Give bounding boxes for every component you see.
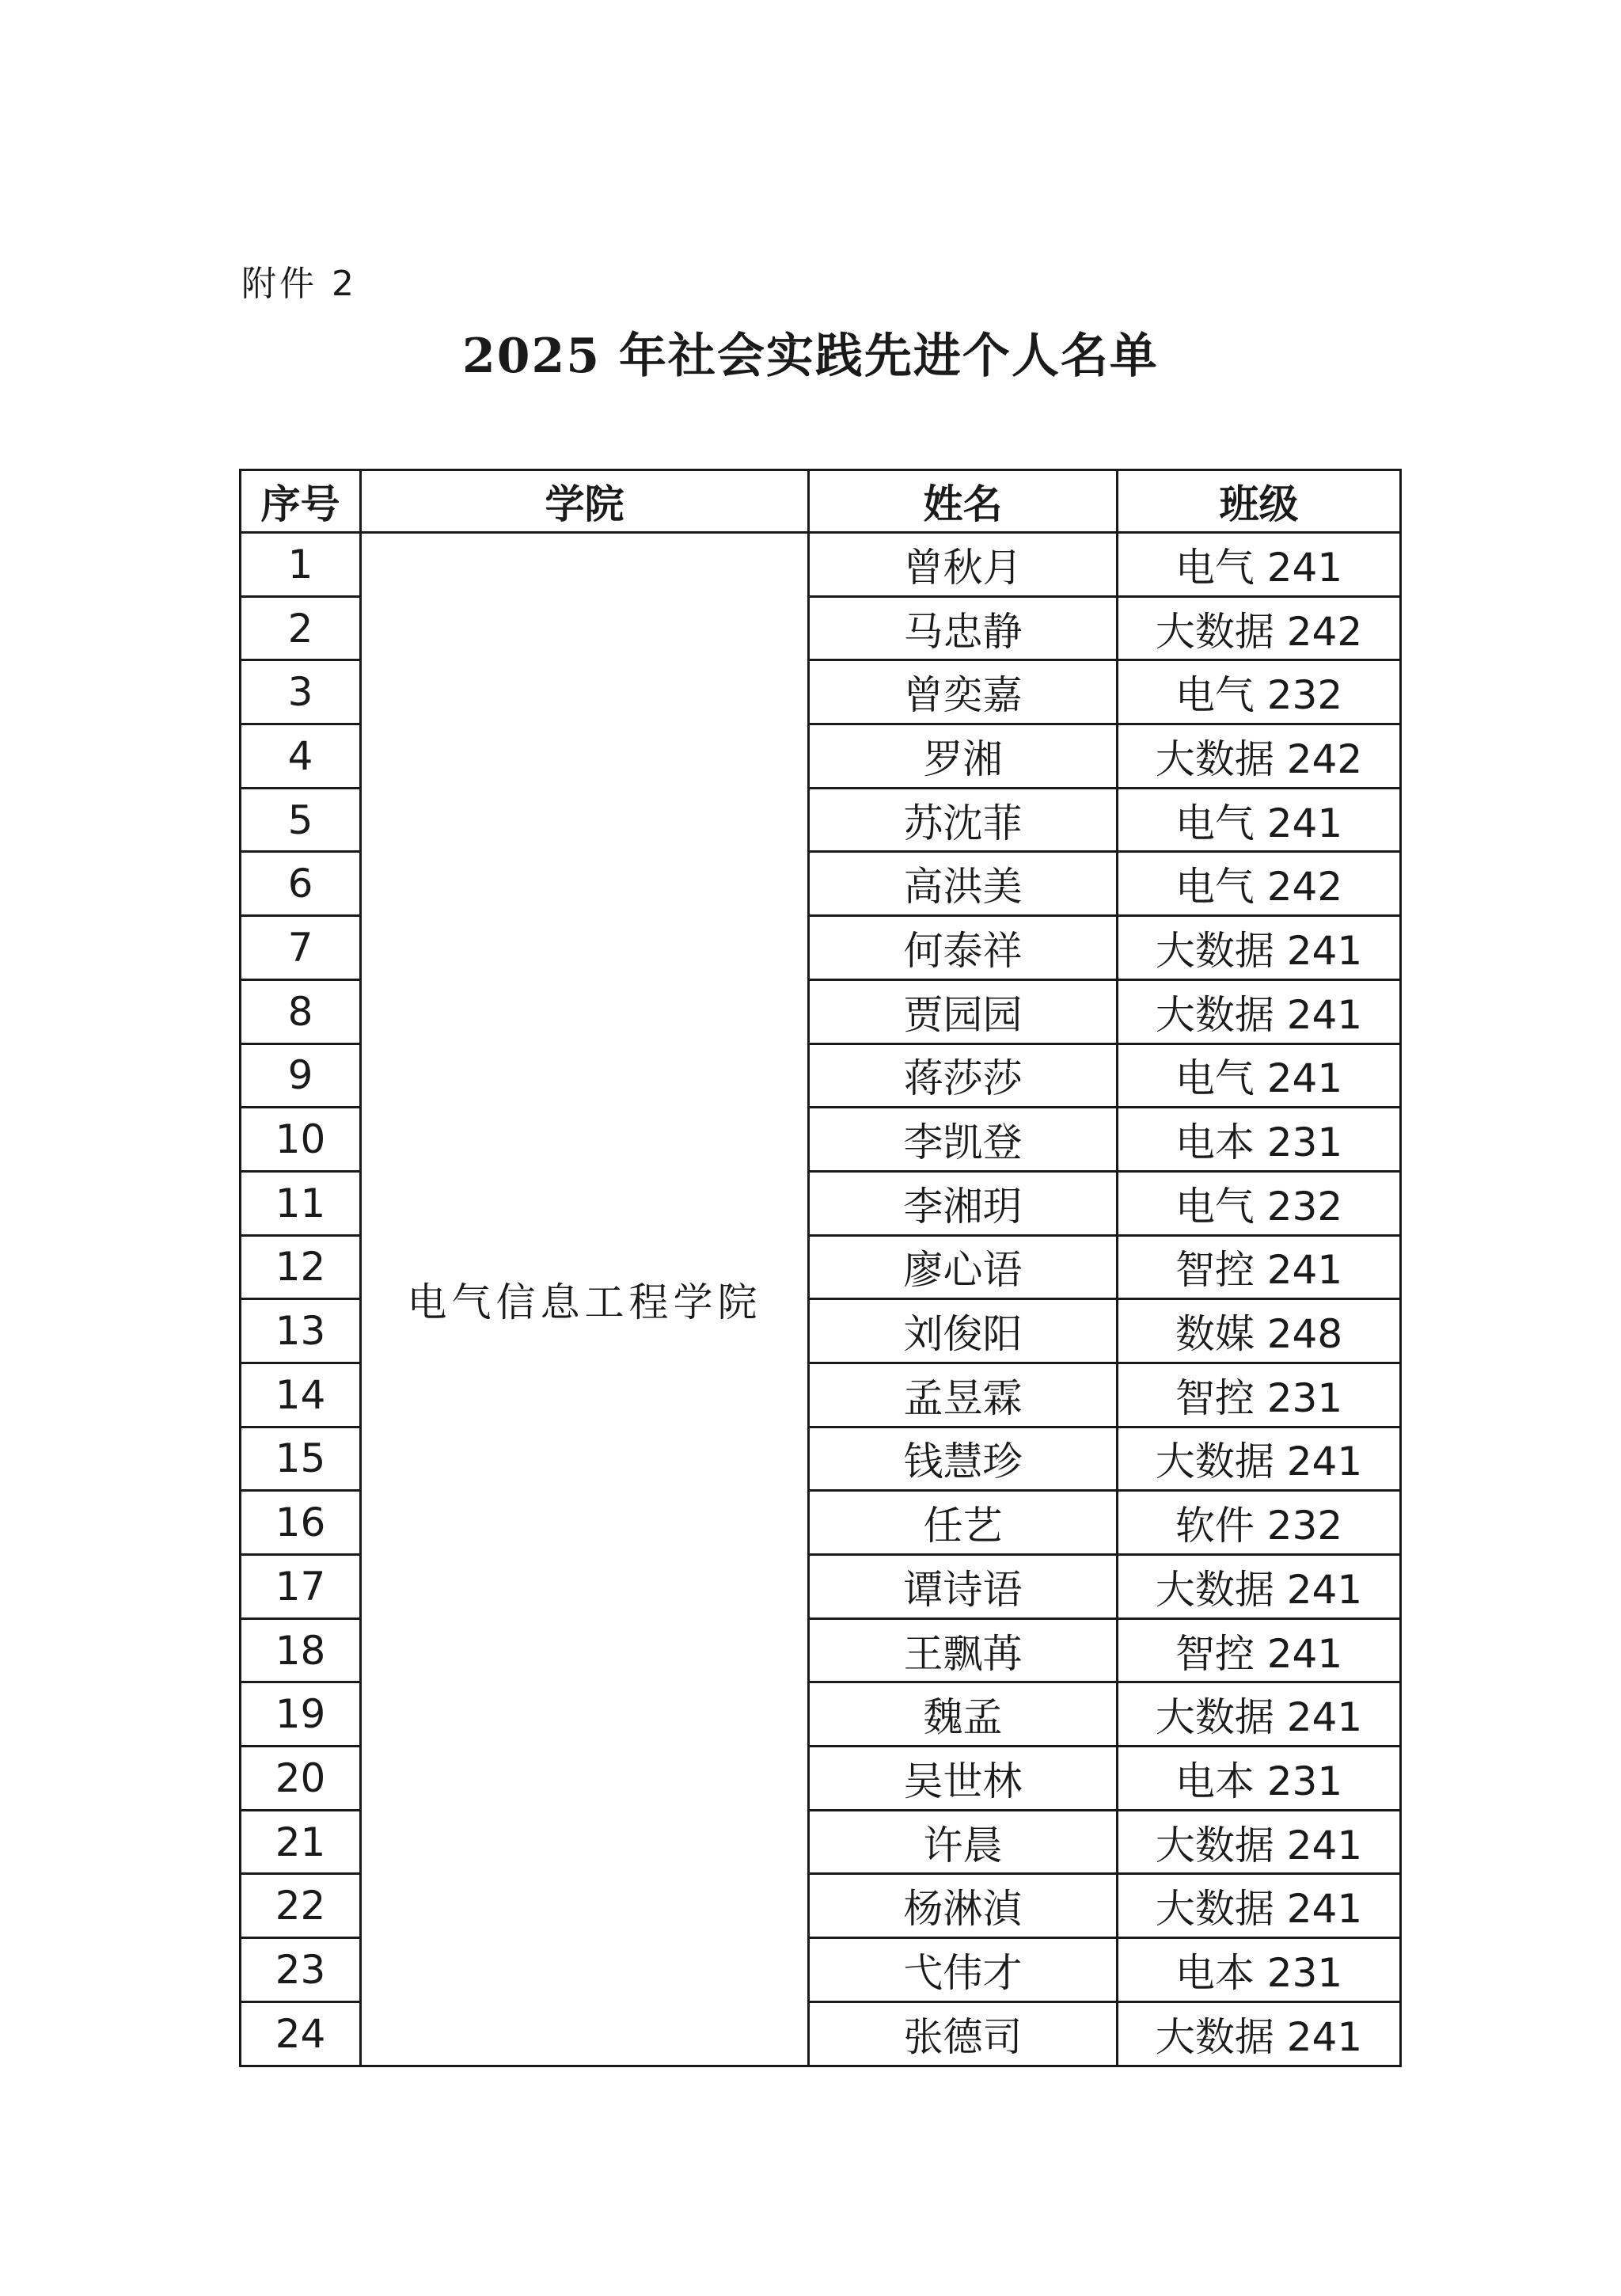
awardee-table [239,469,1402,2067]
row-name: 蒋莎莎 [809,1043,1118,1108]
row-index: 10 [241,1108,361,1172]
row-name: 孟昱霖 [809,1363,1118,1427]
row-class: 大数据 241 [1118,916,1401,980]
row-name: 高洪美 [809,852,1118,916]
row-class: 大数据 241 [1118,1427,1401,1491]
table-body [241,533,1401,2066]
row-name: 刘俊阳 [809,1299,1118,1363]
row-index: 4 [241,724,361,789]
row-index: 6 [241,852,361,916]
row-class: 智控 231 [1118,1363,1401,1427]
row-index: 7 [241,916,361,980]
header-name: 姓名 [809,470,1118,533]
row-name: 吴世林 [809,1747,1118,1811]
row-class: 电本 231 [1118,1938,1401,2002]
row-name: 曾奕嘉 [809,660,1118,724]
row-index: 5 [241,788,361,852]
row-name: 贾园园 [809,979,1118,1043]
row-class: 电气 232 [1118,1171,1401,1235]
row-index: 22 [241,1874,361,1938]
row-name: 任艺 [809,1491,1118,1555]
row-class: 数媒 248 [1118,1299,1401,1363]
row-class: 电气 242 [1118,852,1401,916]
row-class: 大数据 241 [1118,1874,1401,1938]
row-class: 电气 241 [1118,533,1401,597]
row-name: 曾秋月 [809,533,1118,597]
page-title: 2025 年社会实践先进个人名单 [462,329,1159,384]
row-class: 智控 241 [1118,1235,1401,1299]
college-cell: 电气信息工程学院 [361,533,809,2066]
row-name: 罗湘 [809,724,1118,789]
row-name: 王飘苒 [809,1618,1118,1682]
row-index: 11 [241,1171,361,1235]
row-index: 12 [241,1235,361,1299]
row-index: 21 [241,1810,361,1874]
row-class: 电气 241 [1118,1043,1401,1108]
row-index: 9 [241,1043,361,1108]
row-index: 2 [241,596,361,660]
row-name: 苏沈菲 [809,788,1118,852]
row-name: 李凯登 [809,1108,1118,1172]
row-class: 大数据 241 [1118,1810,1401,1874]
row-name: 廖心语 [809,1235,1118,1299]
row-name: 杨淋湞 [809,1874,1118,1938]
row-class: 电本 231 [1118,1747,1401,1811]
row-index: 15 [241,1427,361,1491]
row-index: 17 [241,1555,361,1619]
row-class: 电气 232 [1118,660,1401,724]
row-name: 魏孟 [809,1682,1118,1747]
row-index: 3 [241,660,361,724]
row-index: 24 [241,2001,361,2066]
row-index: 14 [241,1363,361,1427]
row-name: 张德司 [809,2001,1118,2066]
header-index: 序号 [241,470,361,533]
row-class: 大数据 242 [1118,724,1401,789]
row-index: 23 [241,1938,361,2002]
row-name: 弋伟才 [809,1938,1118,2002]
table-row [241,533,1401,597]
row-index: 13 [241,1299,361,1363]
row-index: 8 [241,979,361,1043]
row-class: 大数据 241 [1118,1555,1401,1619]
row-class: 大数据 241 [1118,979,1401,1043]
row-class: 大数据 242 [1118,596,1401,660]
header-class: 班级 [1118,470,1401,533]
row-index: 16 [241,1491,361,1555]
row-name: 马忠静 [809,596,1118,660]
attachment-label: 附件 2 [241,264,357,304]
row-name: 李湘玥 [809,1171,1118,1235]
row-name: 许晨 [809,1810,1118,1874]
row-class: 电本 231 [1118,1108,1401,1172]
row-class: 智控 241 [1118,1618,1401,1682]
row-class: 大数据 241 [1118,1682,1401,1747]
row-name: 何泰祥 [809,916,1118,980]
row-index: 20 [241,1747,361,1811]
table-header-row [241,470,1401,533]
row-index: 18 [241,1618,361,1682]
row-index: 1 [241,533,361,597]
row-class: 软件 232 [1118,1491,1401,1555]
row-class: 大数据 241 [1118,2001,1401,2066]
row-index: 19 [241,1682,361,1747]
header-college: 学院 [361,470,809,533]
row-class: 电气 241 [1118,788,1401,852]
row-name: 谭诗语 [809,1555,1118,1619]
row-name: 钱慧珍 [809,1427,1118,1491]
